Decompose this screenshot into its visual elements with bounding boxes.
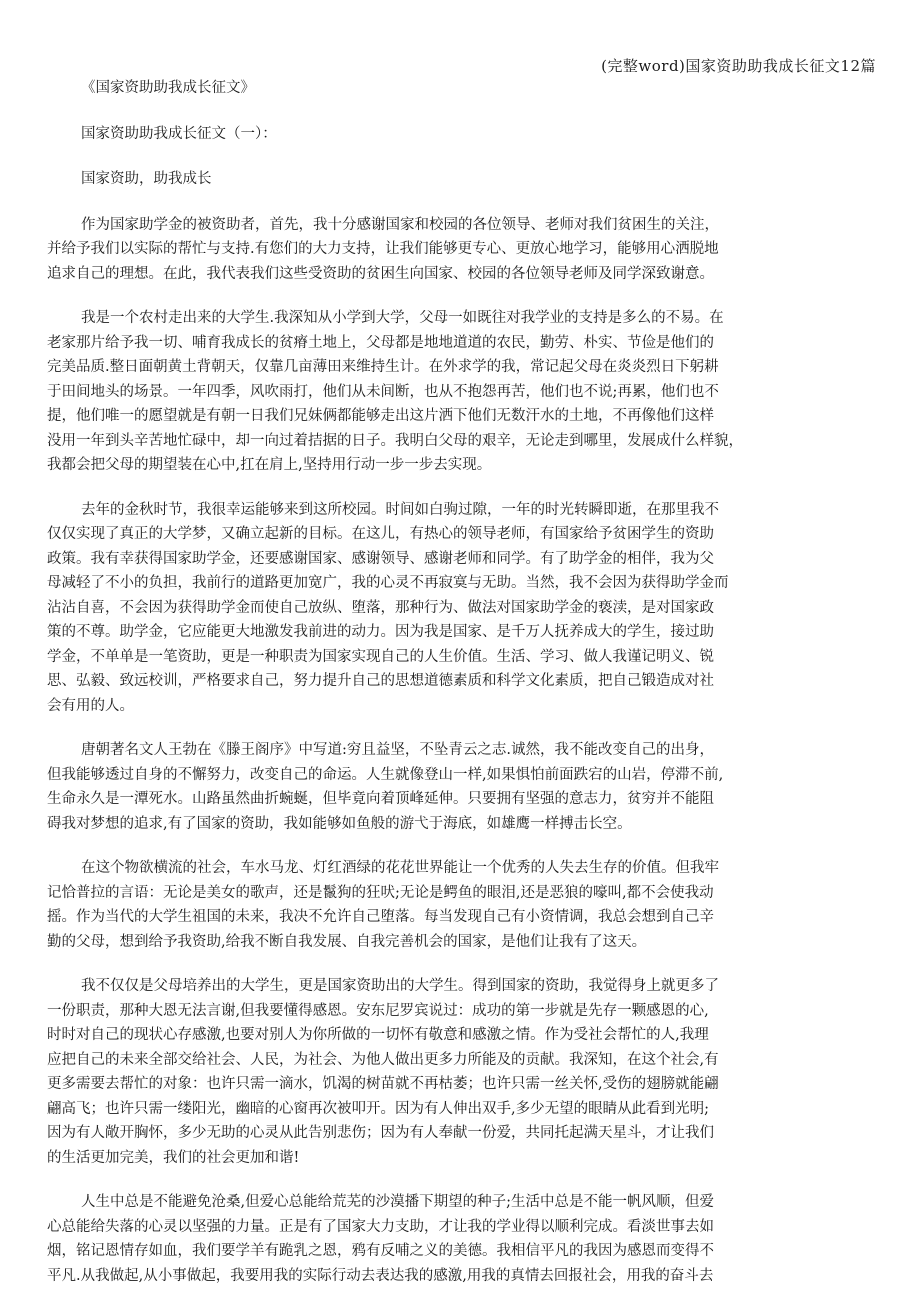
- text-line: 沾沾自喜，不会因为获得助学金而使自己放纵、堕落，那种行为、做法对国家助学金的亵渎，是对国家政: [47, 599, 714, 616]
- text-line: 提，他们唯一的愿望就是有朝一日我们兄妹俩都能够走出这片洒下他们无数汗水的土地，不再像他们这样: [47, 408, 714, 424]
- text-line: 人生中总是不能避免沧桑,但爱心总能给荒芜的沙漠播下期望的种子;生活中总是不能一帆风顺，但爱: [81, 1194, 714, 1210]
- text-line: 的生活更加完美，我们的社会更加和谐!: [47, 1149, 300, 1166]
- text-line: 没用一年到头辛苦地忙碌中，却一向过着拮据的日子。我明白父母的艰辛，无论走到哪里，发展成什么样貌，: [47, 432, 743, 449]
- paragraph-3: [47, 498, 877, 719]
- text-line: 追求自己的理想。在此，我代表我们这些受资助的贫困生向国家、校园的各位领导老师及同学深致谢意。: [47, 265, 714, 282]
- paragraph-1: [47, 213, 877, 287]
- text-line: 因为有人敞开胸怀，多少无助的心灵从此告别悲伤；因为有人奉献一份爱，共同托起满天星斗，才让我们: [47, 1125, 714, 1141]
- text-line: 学金，不单单是一笔资助，更是一种职责为国家实现自己的人生价值。生活、学习、做人我谨记明义、锐: [47, 648, 714, 665]
- text-line: 一份职责，那种大恩无法言谢,但我要懂得感恩。安东尼罗宾说过：成功的第一步就是先存一颗感恩的心,: [47, 1002, 709, 1019]
- text-line: 会有用的人。: [47, 697, 134, 714]
- text-line: 平凡.从我做起,从小事做起，我要用我的实际行动去表达我的感激,用我的真情去回报社会，用我的奋斗去: [47, 1267, 714, 1284]
- running-header: (完整word)国家资助助我成长征文12篇: [601, 57, 876, 75]
- text-line: 翩高飞；也许只需一缕阳光，幽暗的心窗再次被叩开。因为有人伸出双手,多少无望的眼睛从此看到光明;: [47, 1100, 709, 1117]
- text-line: 时时对自己的现状心存感激,也要对别人为你所做的一切怀有敬意和感激之情。作为受社会帮忙的人,我理: [47, 1027, 709, 1043]
- text-line: 但我能够透过自身的不懈努力，改变自己的命运。人生就像登山一样,如果惧怕前面跌宕的山岩，停滞不前,: [47, 766, 724, 783]
- text-line: 去年的金秋时节，我很幸运能够来到这所校园。时间如白驹过隙，一年的时光转瞬即逝，在那里我不: [81, 501, 719, 518]
- paragraph-4: [47, 738, 877, 836]
- text-line: 勤的父母，想到给予我资助,给我不断自我发展、自我完善机会的国家，是他们让我有了这天。: [47, 933, 647, 950]
- text-line: 老家那片给予我一切、哺育我成长的贫瘠土地上，父母都是地地道道的农民，勤劳、朴实、节俭是他们的: [47, 334, 714, 351]
- essay-title: 国家资助，助我成长: [81, 171, 212, 187]
- paragraph-5: [47, 856, 877, 954]
- paragraph-2: [47, 306, 877, 478]
- document-body: [47, 76, 877, 1308]
- text-line: 在这个物欲横流的社会，车水马龙、灯红酒绿的花花世界能让一个优秀的人失去生存的价值。但我牢: [81, 860, 719, 876]
- text-line: 策的不尊。助学金，它应能更大地激发我前进的动力。因为我是国家、是千万人抚养成大的学生，接过助: [47, 624, 714, 640]
- document-title: 《国家资助助我成长征文》: [81, 80, 255, 96]
- text-line: 作为国家助学金的被资助者，首先，我十分感谢国家和校园的各位领导、老师对我们贫困生的关注，: [81, 216, 719, 233]
- text-line: 我是一个农村走出来的大学生.我深知从小学到大学，父母一如既往对我学业的支持是多么的不易。在: [81, 310, 724, 326]
- text-line: 我不仅仅是父母培养出的大学生，更是国家资助出的大学生。得到国家的资助，我觉得身上就更多了: [81, 978, 719, 994]
- text-line: 生命永久是一潭死水。山路虽然曲折蜿蜒，但毕竟向着顶峰延伸。只要拥有坚强的意志力，贫穷并不能阻: [47, 791, 714, 807]
- paragraph-6: [47, 974, 877, 1170]
- text-line: 完美品质.整日面朝黄土背朝天，仅靠几亩薄田来维持生计。在外求学的我，常记起父母在炎炎烈日下躬耕: [47, 359, 719, 375]
- text-line: 心总能给失落的心灵以坚强的力量。正是有了国家大力支助，才让我的学业得以顺利完成。看淡世事去如: [47, 1218, 714, 1235]
- text-line: 母减轻了不小的负担，我前行的道路更加宽广，我的心灵不再寂寞与无助。当然，我不会因为获得助学金而: [47, 575, 729, 591]
- text-line: 碍我对梦想的追求,有了国家的资助，我如能够如鱼般的游弋于海底，如雄鹰一样搏击长空。: [47, 815, 632, 832]
- text-line: 并给予我们以实际的帮忙与支持.有您们的大力支持，让我们能够更专心、更放心地学习，能够用心洒脱地: [47, 241, 719, 257]
- text-line: 烟，铭记恩情存如血，我们要学羊有跪乳之恩，鸦有反哺之义的美德。我相信平凡的我因为感恩而变得不: [47, 1243, 714, 1259]
- text-line: 我都会把父母的期望装在心中,扛在肩上,坚持用行动一步一步去实现。: [47, 457, 492, 473]
- text-line: 唐朝著名文人王勃在《滕王阁序》中写道:穷且益坚，不坠青云之志.诚然，我不能改变自己的出身，: [81, 742, 714, 758]
- text-line: 仅仅实现了真正的大学梦，又确立起新的目标。在这儿，有热心的领导老师，有国家给予贫困学生的资助: [47, 526, 714, 542]
- text-line: 应把自己的未来全部交给社会、人民，为社会、为他人做出更多力所能及的贡献。我深知，在这个社会,有: [47, 1051, 719, 1068]
- paragraph-7: [47, 1190, 877, 1288]
- text-line: 思、弘毅、致远校训，严格要求自己，努力提升自己的思想道德素质和科学文化素质，把自己锻造成对社: [47, 673, 714, 689]
- text-line: 记恰普拉的言语：无论是美女的歌声，还是鬣狗的狂吠;无论是鳄鱼的眼泪,还是恶狼的嚎叫,都不会使我动: [47, 884, 714, 901]
- text-line: 更多需要去帮忙的对象：也许只需一滴水，饥渴的树苗就不再枯萎；也许只需一丝关怀,受伤的翅膀就能翩: [47, 1076, 719, 1092]
- text-line: 于田间地头的场景。一年四季，风吹雨打，他们从未间断，也从不抱怨再苦，他们也不说;再累，他们也不: [47, 383, 719, 400]
- text-line: 政策。我有幸获得国家助学金，还要感谢国家、感谢领导、感谢老师和同学。有了助学金的相伴，我为父: [47, 550, 714, 567]
- section-title: 国家资助助我成长征文（一）：: [81, 125, 277, 142]
- text-line: 摇。作为当代的大学生祖国的未来，我决不允许自己堕落。每当发现自己有小资情调，我总会想到自己辛: [47, 909, 714, 925]
